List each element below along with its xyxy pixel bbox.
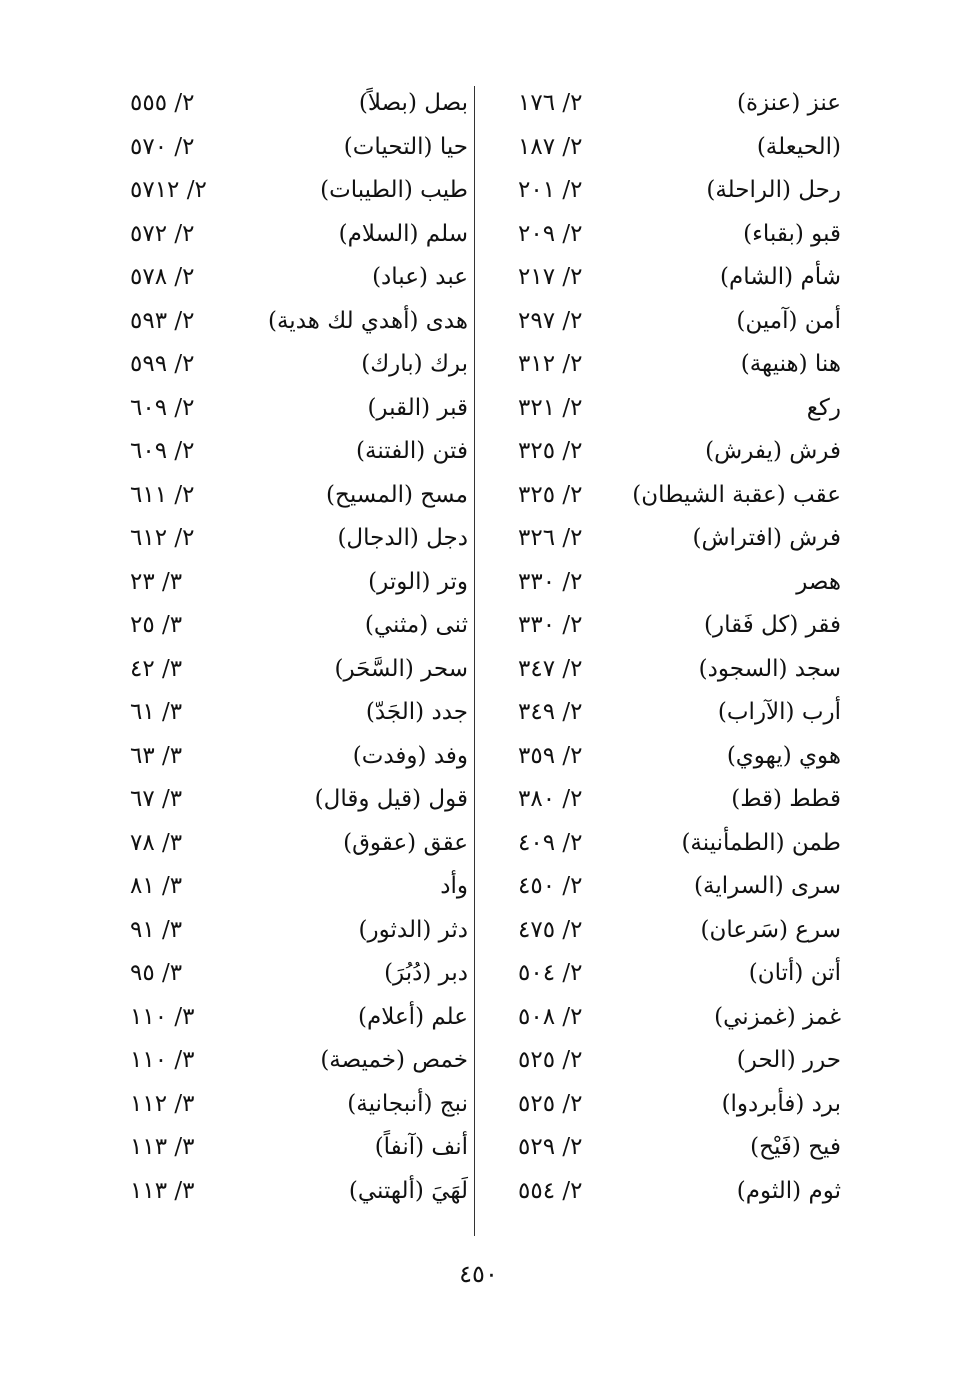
entry-reference: ٢/ ٥٧٢ (130, 220, 195, 247)
page-number: ٤٥٠ (459, 1260, 498, 1288)
entry-word: بصل (بصلاً) (358, 90, 468, 116)
entry-reference: ٣/ ١١٠ (130, 1047, 195, 1073)
index-entry (110, 778, 472, 822)
entry-reference: ٣/ ٤٢ (130, 655, 183, 682)
index-entry (110, 300, 472, 344)
index-entry (110, 517, 472, 561)
entry-word: مسح (المسيح) (326, 481, 468, 508)
entry-word: دبر (دُبُرَ) (384, 960, 468, 986)
entry-word: عقق (عقوق) (343, 829, 468, 856)
entry-reference: ٢/ ٥٢٩ (518, 1134, 583, 1160)
entry-word: قول (قيل وقال) (314, 786, 468, 812)
entry-reference: ٢/ ٥٧٨ (130, 264, 195, 290)
entry-word: نبج (أنبجانية) (347, 1090, 468, 1117)
entry-reference: ٢/ ٥٧١٢ (130, 177, 207, 203)
entry-reference: ٣/ ١١٢ (130, 1090, 195, 1117)
entry-reference: ٢/ ٦١١ (130, 481, 195, 508)
entry-word: فيح (فَيْح) (750, 1134, 841, 1160)
entry-reference: ٣/ ١١٣ (130, 1177, 195, 1204)
index-entry (490, 126, 845, 170)
index-entry (490, 909, 845, 953)
entry-word: سرع (سَرعان) (700, 916, 841, 943)
entry-word: لَهَيَ (ألهتني) (348, 1177, 468, 1204)
entry-reference: ٢/ ٣٢٥ (518, 438, 583, 464)
entry-reference: ٢/ ٣١٢ (518, 351, 583, 377)
entry-reference: ٢/ ٤٥٠ (518, 873, 583, 899)
entry-word: سرى (السراية) (694, 873, 841, 899)
entry-reference: ٢/ ٣٤٩ (518, 699, 583, 725)
index-entry (490, 1170, 845, 1214)
entry-word: أنف (آنفاً) (374, 1134, 468, 1160)
entry-word: برك (بارك) (361, 351, 468, 377)
entry-reference: ٢/ ٥٠٨ (518, 1003, 583, 1030)
entry-reference: ٢/ ٦٠٩ (130, 438, 195, 464)
entry-word: هدى (أهدي لك هدية) (267, 307, 468, 334)
index-entry (110, 1170, 472, 1214)
index-entry (110, 604, 472, 648)
entry-word: حرر (الحر) (736, 1047, 841, 1073)
entry-word: فرش (افتراش) (692, 525, 841, 551)
entry-word: سلم (السلام) (338, 220, 468, 247)
entry-word: دثر (الدثور) (358, 916, 468, 943)
index-entry (110, 1126, 472, 1170)
index-entry (110, 213, 472, 257)
index-entry (490, 169, 845, 213)
entry-word: عنز (عنزة) (736, 90, 841, 116)
index-entry (490, 952, 845, 996)
index-entry (490, 430, 845, 474)
entry-word: برد (فأبردوا) (721, 1090, 841, 1117)
entry-reference: ٢/ ٥٢٥ (518, 1090, 583, 1117)
entry-word: طمن (الطمأنينة) (681, 829, 841, 856)
entry-reference: ٣/ ٩٥ (130, 960, 183, 986)
entry-word: هوي (يهوي) (726, 742, 841, 769)
index-entry (110, 343, 472, 387)
entry-reference: ٢/ ٣٢٥ (518, 481, 583, 508)
entry-word: قبو (بقباء) (743, 220, 841, 247)
entry-reference: ٣/ ١١٣ (130, 1134, 195, 1160)
entry-word: وفد (وفدت) (352, 742, 468, 769)
index-entry (110, 996, 472, 1040)
index-column-left (110, 82, 472, 1213)
index-entry (490, 387, 845, 431)
entry-reference: ٢/ ٦١٢ (130, 525, 195, 551)
entry-reference: ٢/ ٣٤٧ (518, 655, 583, 682)
entry-word: علم (أعلام) (358, 1003, 468, 1030)
entry-reference: ٢/ ١٧٦ (518, 90, 583, 116)
entry-reference: ٢/ ٥٥٥ (130, 90, 195, 116)
index-entry (490, 300, 845, 344)
index-entry (490, 648, 845, 692)
index-entry (490, 691, 845, 735)
column-divider (474, 86, 475, 1236)
entry-reference: ٢/ ٥٧٠ (130, 133, 195, 160)
entry-word: (الحيعلة) (756, 133, 841, 160)
entry-word: طيب (الطيبات) (320, 177, 468, 203)
entry-word: ثوم (الثوم) (736, 1177, 841, 1204)
entry-reference: ٢/ ٢٠١ (518, 177, 583, 203)
entry-word: سحر (السَّحَر) (334, 655, 468, 682)
entry-reference: ٣/ ٢٣ (130, 568, 183, 595)
entry-word: أمن (آمين) (736, 307, 841, 334)
index-entry (110, 822, 472, 866)
index-entry (110, 474, 472, 518)
index-entry (490, 474, 845, 518)
entry-reference: ٣/ ٢٥ (130, 612, 183, 638)
entry-word: ركع (806, 394, 841, 421)
entry-reference: ٣/ ١١٠ (130, 1003, 195, 1030)
entry-reference: ٢/ ٢١٧ (518, 264, 583, 290)
entry-reference: ٣/ ٧٨ (130, 829, 183, 856)
entry-word: وتر (الوتر) (368, 568, 468, 595)
entry-reference: ٣/ ٩١ (130, 916, 183, 943)
index-column-right (490, 82, 845, 1213)
index-entry (490, 1083, 845, 1127)
entry-reference: ٣/ ٦١ (130, 699, 183, 725)
index-entry (110, 909, 472, 953)
entry-reference: ٢/ ٣٣٠ (518, 612, 583, 638)
index-entry (110, 648, 472, 692)
index-entry (110, 691, 472, 735)
entry-reference: ٢/ ٤٧٥ (518, 916, 583, 943)
index-entry (110, 1083, 472, 1127)
entry-word: أتن (أتان) (748, 960, 841, 986)
index-entry (490, 561, 845, 605)
index-entry (490, 517, 845, 561)
index-entry (110, 430, 472, 474)
entry-word: أرب (الآراب) (717, 699, 841, 725)
entry-word: سجد (السجود) (698, 655, 841, 682)
entry-word: غمز (غمزني) (714, 1003, 841, 1030)
index-entry (110, 735, 472, 779)
entry-reference: ٢/ ٦٠٩ (130, 394, 195, 421)
index-entry (490, 256, 845, 300)
entry-word: هنا (هنيهة) (740, 351, 841, 377)
entry-reference: ٢/ ٥٩٩ (130, 351, 195, 377)
index-entry (110, 952, 472, 996)
entry-word: فرش (يفرش) (705, 438, 841, 464)
entry-reference: ٣/ ٨١ (130, 873, 183, 899)
entry-reference: ٢/ ٣٥٩ (518, 742, 583, 769)
index-entry (490, 865, 845, 909)
entry-reference: ٢/ ٥٥٤ (518, 1177, 583, 1204)
entry-reference: ٢/ ٥٢٥ (518, 1047, 583, 1073)
entry-reference: ٢/ ٥٩٣ (130, 307, 195, 334)
index-entry (110, 1039, 472, 1083)
entry-reference: ٢/ ٣٣٠ (518, 568, 583, 595)
entry-reference: ٢/ ٤٠٩ (518, 829, 583, 856)
entry-reference: ٢/ ٢٩٧ (518, 307, 583, 334)
index-entry (490, 343, 845, 387)
index-entry (490, 82, 845, 126)
entry-reference: ٢/ ١٨٧ (518, 133, 583, 160)
index-entry (110, 865, 472, 909)
index-entry (490, 1039, 845, 1083)
entry-word: دجل (الدجال) (337, 525, 468, 551)
index-entry (490, 604, 845, 648)
index-entry (490, 778, 845, 822)
entry-word: قبر (القبر) (367, 394, 468, 421)
entry-word: هصر (796, 568, 841, 595)
index-entry (110, 126, 472, 170)
entry-reference: ٣/ ٦٧ (130, 786, 183, 812)
entry-reference: ٢/ ٣٢١ (518, 394, 583, 421)
index-entry (110, 82, 472, 126)
index-entry (490, 735, 845, 779)
entry-word: فتن (الفتنة) (356, 438, 468, 464)
index-entry (490, 822, 845, 866)
entry-word: رحل (الراحلة) (706, 177, 841, 203)
entry-word: قطط (قط) (731, 786, 841, 812)
index-entry (110, 387, 472, 431)
index-entry (110, 561, 472, 605)
entry-word: عبد (عباد) (372, 264, 468, 290)
entry-reference: ٢/ ٣٨٠ (518, 786, 583, 812)
entry-reference: ٢/ ٢٠٩ (518, 220, 583, 247)
index-entry (110, 169, 472, 213)
entry-word: شأم (الشام) (720, 264, 841, 290)
entry-reference: ٣/ ٦٣ (130, 742, 183, 769)
entry-reference: ٢/ ٥٠٤ (518, 960, 583, 986)
entry-word: جدد (الجَدّ) (365, 699, 468, 725)
entry-word: حيا (التحيات) (343, 133, 468, 160)
entry-word: خمص (خميصة) (320, 1047, 468, 1073)
index-entry (110, 256, 472, 300)
entry-word: فقر (كل فَقار) (703, 612, 841, 638)
entry-word: عقب (عقبة الشيطان) (632, 481, 841, 508)
entry-word: ثنى (مثني) (364, 612, 468, 638)
index-entry (490, 1126, 845, 1170)
entry-word: وأد (440, 873, 468, 899)
entry-reference: ٢/ ٣٢٦ (518, 525, 583, 551)
index-entry (490, 213, 845, 257)
index-entry (490, 996, 845, 1040)
